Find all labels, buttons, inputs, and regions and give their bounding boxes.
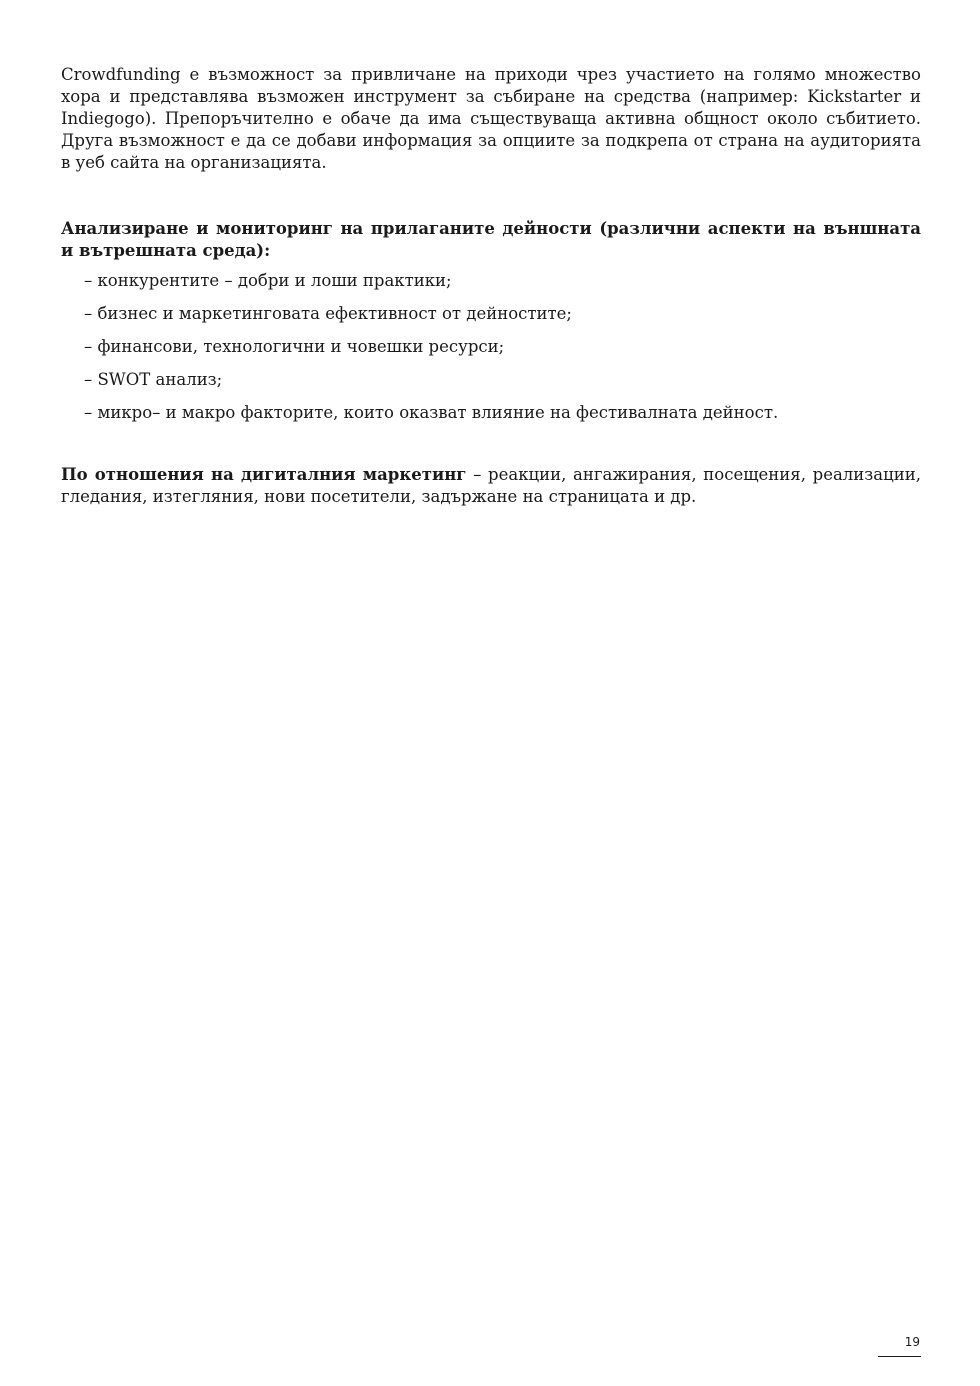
list-item: – бизнес и маркетинговата ефективност от дейностите; — [84, 304, 572, 323]
digital-marketing-paragraph — [61, 464, 921, 508]
page-number-rule — [878, 1356, 921, 1357]
list-item: – конкурентите – добри и лоши практики; — [84, 271, 452, 290]
page-content — [61, 64, 921, 508]
list-item: – микро– и макро факторите, които оказват влияние на фестивалната дейност. — [84, 403, 779, 422]
analysis-list — [61, 270, 921, 424]
list-item: – SWOT анализ; — [84, 370, 223, 389]
page-number: 19 — [904, 1335, 920, 1349]
intro-paragraph: Crowdfunding е възможност за привличане на приходи чрез участието на голямо множество хора и представлява възможен инструмент за събиране на средства (например: Kickstarter и Indiegogo). Препоръчително е обаче да има съществуваща активна общност около събитието. Друга възможност е да се добави информация за опциите за подкрепа от страна на аудиторията в уеб сайта на организацията. — [61, 65, 921, 172]
analysis-heading: Анализиране и мониторинг на прилаганите дейности (различни аспекти на външната и вътрешната среда): — [61, 219, 921, 260]
list-item: – финансови, технологични и човешки ресурси; — [84, 337, 505, 356]
digital-marketing-text: – реакции, ангажирания, посещения, реализации, гледания, изтегляния, нови посетители, задържане на страницата и др. — [61, 465, 921, 506]
digital-marketing-lead: По отношения на дигиталния маркетинг — [61, 465, 467, 484]
